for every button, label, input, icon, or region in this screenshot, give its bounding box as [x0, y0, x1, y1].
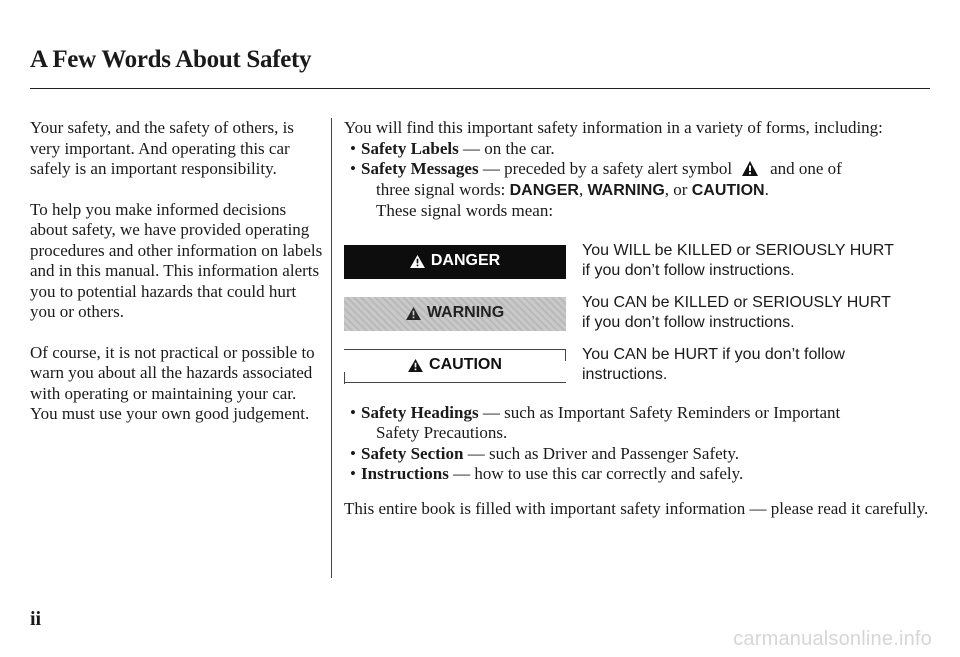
closing-paragraph: This entire book is filled with important safety information — please read it carefully. — [344, 498, 929, 518]
safety-alert-icon — [742, 161, 758, 176]
caution-alert-icon — [408, 359, 423, 372]
warning-description: You CAN be KILLED or SERIOUSLY HURT if you don’t follow instructions. — [582, 293, 891, 331]
bullet-text: — preceded by a safety alert symbol — [478, 159, 733, 178]
signal-word-caution: CAUTION — [691, 181, 765, 199]
signal-words-line — [344, 180, 934, 202]
danger-alert-icon — [410, 255, 425, 268]
intro-paragraph: Your safety, and the safety of others, is very important. And operating this car safely is an important responsibility. — [30, 118, 294, 178]
signal-word-warning: WARNING — [587, 181, 665, 199]
warning-label-text: WARNING — [426, 304, 505, 322]
bullet-instructions: • Instructions — how to use this car correctly and safely. — [350, 464, 744, 483]
danger-label-text: DANGER — [430, 252, 501, 270]
bullet-title: Safety Section — [361, 443, 464, 463]
signal-sep: , or — [664, 179, 692, 199]
danger-label — [344, 245, 566, 279]
bullet-title: Safety Messages — [361, 159, 479, 178]
caution-label-text: CAUTION — [429, 356, 502, 374]
bullet-text: — such as Driver and Passenger Safety. — [463, 443, 740, 463]
danger-description: You WILL be KILLED or SERIOUSLY HURT if you don’t follow instructions. — [582, 241, 894, 279]
bullet-continuation: Safety Precautions. — [376, 423, 508, 442]
bullet-safety-section: • Safety Section — such as Driver and Passenger Safety. — [350, 443, 740, 463]
right-column — [344, 118, 934, 519]
signal-sep: , — [578, 179, 588, 199]
bullet-title: Instructions — [361, 464, 449, 483]
column-divider — [331, 118, 332, 578]
bullet-safety-messages: • Safety Messages — preceded by a safety alert symbol and one of — [350, 159, 842, 178]
signal-end: . — [764, 179, 769, 199]
bullet-text: — on the car. — [458, 138, 555, 158]
bullet-safety-labels: • Safety Labels — on the car. — [350, 138, 555, 158]
informed-decisions-paragraph: To help you make informed decisions about safety, we have provided operating procedures and other information on labels and in this manual. This information alerts you to potential hazards that could hurt you or others. — [30, 199, 323, 321]
forms-intro: You will find this important safety information in a variety of forms, including: — [344, 118, 883, 137]
signal-row-caution — [344, 345, 934, 397]
bullet-safety-headings: • Safety Headings — such as Important Safety Reminders or Important — [350, 402, 841, 422]
signal-row-warning — [344, 293, 934, 345]
warning-label — [344, 297, 566, 331]
page-number: ii — [30, 608, 42, 630]
warning-alert-icon — [406, 307, 421, 320]
bullet-title: Safety Labels — [361, 138, 459, 158]
signal-line-prefix: three signal words: — [376, 179, 510, 199]
bullet-text: — how to use this car correctly and safely. — [448, 464, 744, 483]
caution-label — [344, 349, 566, 383]
header-rule — [30, 88, 930, 89]
signal-word-danger: DANGER — [509, 181, 579, 199]
left-column — [30, 118, 325, 445]
bullet-text-after: and one of — [770, 159, 842, 178]
watermark: carmanualsonline.info — [733, 628, 932, 650]
signal-row-danger — [344, 241, 934, 293]
bullet-title: Safety Headings — [361, 402, 479, 422]
caution-description: You CAN be HURT if you don’t follow instructions. — [582, 345, 845, 383]
judgement-paragraph: Of course, it is not practical or possible to warn you about all the hazards associated with operating or maintaining your car. You must use your own good judgement. — [30, 342, 315, 423]
page-title: A Few Words About Safety — [30, 46, 312, 73]
bullet-text: — such as Important Safety Reminders or Important — [478, 402, 841, 422]
signal-mean-line: These signal words mean: — [376, 201, 554, 220]
